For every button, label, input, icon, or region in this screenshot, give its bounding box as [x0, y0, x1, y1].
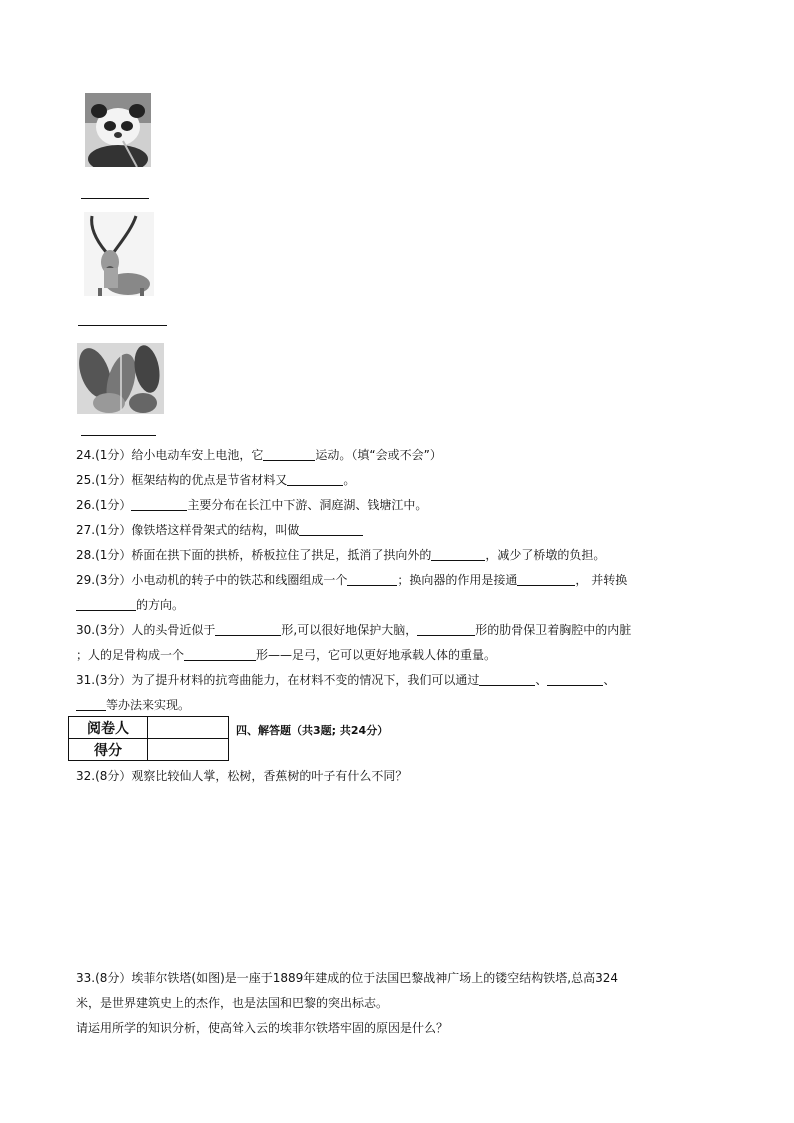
answer-blank-26[interactable] — [131, 498, 187, 511]
question-26-text-a: 26.(1分） — [76, 498, 132, 512]
answer-blank-28[interactable] — [431, 548, 485, 561]
antelope-photo — [84, 212, 154, 296]
question-31-text-d: 等办法来实现。 — [106, 698, 191, 712]
question-26-text-b: 主要分布在长江中下游、洞庭湖、钱塘江中。 — [187, 498, 428, 512]
reviewer-cell[interactable] — [148, 717, 229, 739]
question-33-line-2: 米，是世界建筑史上的杰作，也是法国和巴黎的突出标志。 — [76, 996, 389, 1010]
question-25 — [76, 472, 355, 488]
question-29-line-2 — [76, 597, 184, 613]
answer-blank-29b[interactable] — [517, 573, 575, 586]
question-25-text-a: 25.(1分）框架结构的优点是节省材料又 — [76, 473, 288, 487]
question-30-text-b: 形,可以很好地保护大脑， — [281, 623, 418, 637]
answer-blank-24[interactable] — [263, 448, 315, 461]
answer-blank-30c[interactable] — [184, 648, 256, 661]
question-31-text-c: 、 — [603, 673, 616, 687]
question-24-text-a: 24.(1分）给小电动车安上电池，它 — [76, 448, 264, 462]
question-25-text-b: 。 — [343, 473, 356, 487]
answer-blank-31a[interactable] — [479, 673, 535, 686]
score-box — [68, 716, 229, 761]
question-29-text-c: ， 并转换 — [575, 573, 628, 587]
question-29-text-a: 29.(3分）小电动机的转子中的铁芯和线圈组成一个 — [76, 573, 348, 587]
answer-blank-30b[interactable] — [417, 623, 475, 636]
score-label: 得分 — [69, 739, 148, 761]
question-28-text-b: ，减少了桥墩的负担。 — [485, 548, 606, 562]
question-29-text-b: ；换向器的作用是接通 — [397, 573, 518, 587]
answer-blank-31b[interactable] — [547, 673, 603, 686]
question-26 — [76, 497, 427, 513]
question-28-text-a: 28.(1分）桥面在拱下面的拱桥，桥板拉住了拱足，抵消了拱向外的 — [76, 548, 432, 562]
answer-line-2[interactable] — [78, 325, 167, 326]
question-24 — [76, 447, 442, 463]
question-30-line-2 — [76, 647, 496, 663]
question-33-line-3: 请运用所学的知识分析，使高耸入云的埃菲尔铁塔牢固的原因是什么？ — [76, 1021, 449, 1035]
question-28 — [76, 547, 605, 563]
question-33-line-1: 33.(8分）埃菲尔铁塔(如图)是一座于1889年建成的位于法国巴黎战神广场上的镂空结构铁塔,总高324 — [76, 971, 619, 985]
question-29-line-1 — [76, 572, 627, 588]
answer-blank-30a[interactable] — [215, 623, 281, 636]
question-30-text-a: 30.(3分）人的头骨近似于 — [76, 623, 216, 637]
answer-blank-25[interactable] — [287, 473, 343, 486]
score-cell[interactable] — [148, 739, 229, 761]
question-30-text-d: ；人的足骨构成一个 — [76, 648, 185, 662]
question-31-text-a: 31.(3分）为了提升材料的抗弯曲能力，在材料不变的情况下，我们可以通过 — [76, 673, 480, 687]
question-29-text-d: 的方向。 — [136, 598, 185, 612]
section-title: 四、解答题（共3题; 共24分） — [236, 724, 389, 737]
answer-blank-27[interactable] — [299, 523, 363, 536]
question-30-text-c: 形的肋骨保卫着胸腔中的内脏 — [475, 623, 632, 637]
question-30-text-e: 形——足弓，它可以更好地承载人体的重量。 — [256, 648, 497, 662]
answer-line-3[interactable] — [81, 435, 156, 436]
question-30-line-1 — [76, 622, 631, 638]
question-27 — [76, 522, 363, 538]
question-31-text-b: 、 — [535, 673, 548, 687]
answer-line-1[interactable] — [81, 198, 149, 199]
question-32: 32.(8分）观察比较仙人掌，松树，香蕉树的叶子有什么不同？ — [76, 769, 408, 783]
answer-blank-29a[interactable] — [347, 573, 397, 586]
answer-area-32[interactable] — [76, 790, 716, 950]
question-31-line-2 — [76, 697, 190, 713]
reviewer-label: 阅卷人 — [69, 717, 148, 739]
answer-blank-31c[interactable] — [76, 698, 106, 711]
question-27-text-a: 27.(1分）像铁塔这样骨架式的结构，叫做 — [76, 523, 300, 537]
panda-photo — [85, 93, 151, 167]
question-24-text-b: 运动。（填“会或不会”） — [315, 448, 442, 462]
question-31-line-1 — [76, 672, 615, 688]
answer-blank-29c[interactable] — [76, 598, 136, 611]
leaves-photo — [77, 343, 164, 414]
